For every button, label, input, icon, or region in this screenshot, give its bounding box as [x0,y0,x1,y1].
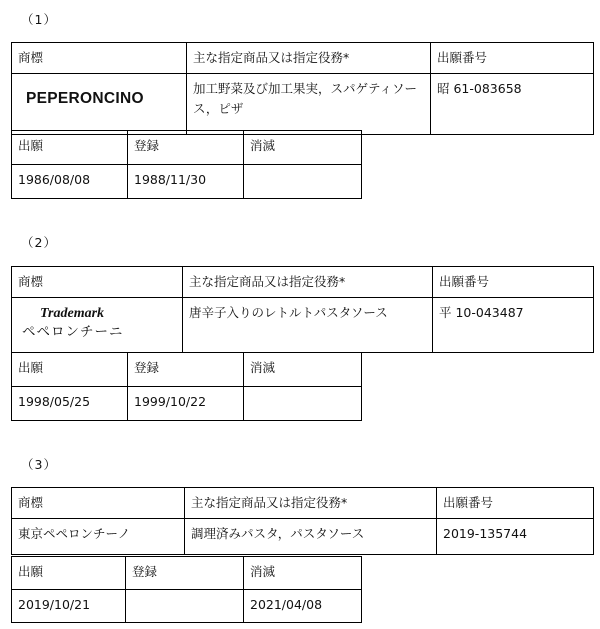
header-mark: 商標 [12,267,183,298]
header-mark: 商標 [12,43,187,74]
registered-date: 1988/11/30 [128,165,244,199]
header-mark: 商標 [12,488,185,519]
filed-date: 2019/10/21 [12,590,126,623]
header-expired: 消滅 [244,353,362,387]
mark-cell [12,74,187,135]
app-no-cell: 昭 61-083658 [431,74,594,135]
expired-date [244,165,362,199]
record-3-dates-table [11,556,362,623]
trademark-label: Trademark [40,306,105,321]
goods-cell: 加工野菜及び加工果実，スパゲティソース，ピザ [187,74,431,135]
header-filed: 出願 [12,131,128,165]
record-1-dates-table [11,130,362,199]
header-registered: 登録 [128,353,244,387]
goods-cell: 調理済みパスタ，パスタソース [185,519,437,555]
record-1-main-table [11,42,594,135]
app-no-cell: 2019-135744 [437,519,594,555]
registered-date: 1999/10/22 [128,387,244,421]
record-3-label: （3） [21,457,57,472]
header-goods: 主な指定商品又は指定役務* [183,267,433,298]
expired-date [244,387,362,421]
record-1-label: （1） [21,12,57,27]
header-filed: 出願 [12,353,128,387]
trademark-kana: ペペロンチーニ [22,324,124,340]
record-3-main-table [11,487,594,555]
goods-cell: 唐辛子入りのレトルトパスタソース [183,298,433,353]
expired-date: 2021/04/08 [244,590,362,623]
header-expired: 消滅 [244,557,362,590]
registered-date [126,590,244,623]
header-goods: 主な指定商品又は指定役務* [187,43,431,74]
header-registered: 登録 [126,557,244,590]
mark-cell: 東京ペペロンチーノ [12,519,185,555]
header-app-no: 出願番号 [433,267,594,298]
header-app-no: 出願番号 [437,488,594,519]
header-app-no: 出願番号 [431,43,594,74]
record-2-main-table [11,266,594,353]
header-goods: 主な指定商品又は指定役務* [185,488,437,519]
record-2-dates-table [11,352,362,421]
header-registered: 登録 [128,131,244,165]
header-expired: 消滅 [244,131,362,165]
record-2-label: （2） [21,235,57,250]
header-filed: 出願 [12,557,126,590]
filed-date: 1986/08/08 [12,165,128,199]
app-no-cell: 平 10-043487 [433,298,594,353]
mark-cell [12,298,183,353]
trademark-logo: PEPERONCINO [26,90,144,107]
filed-date: 1998/05/25 [12,387,128,421]
